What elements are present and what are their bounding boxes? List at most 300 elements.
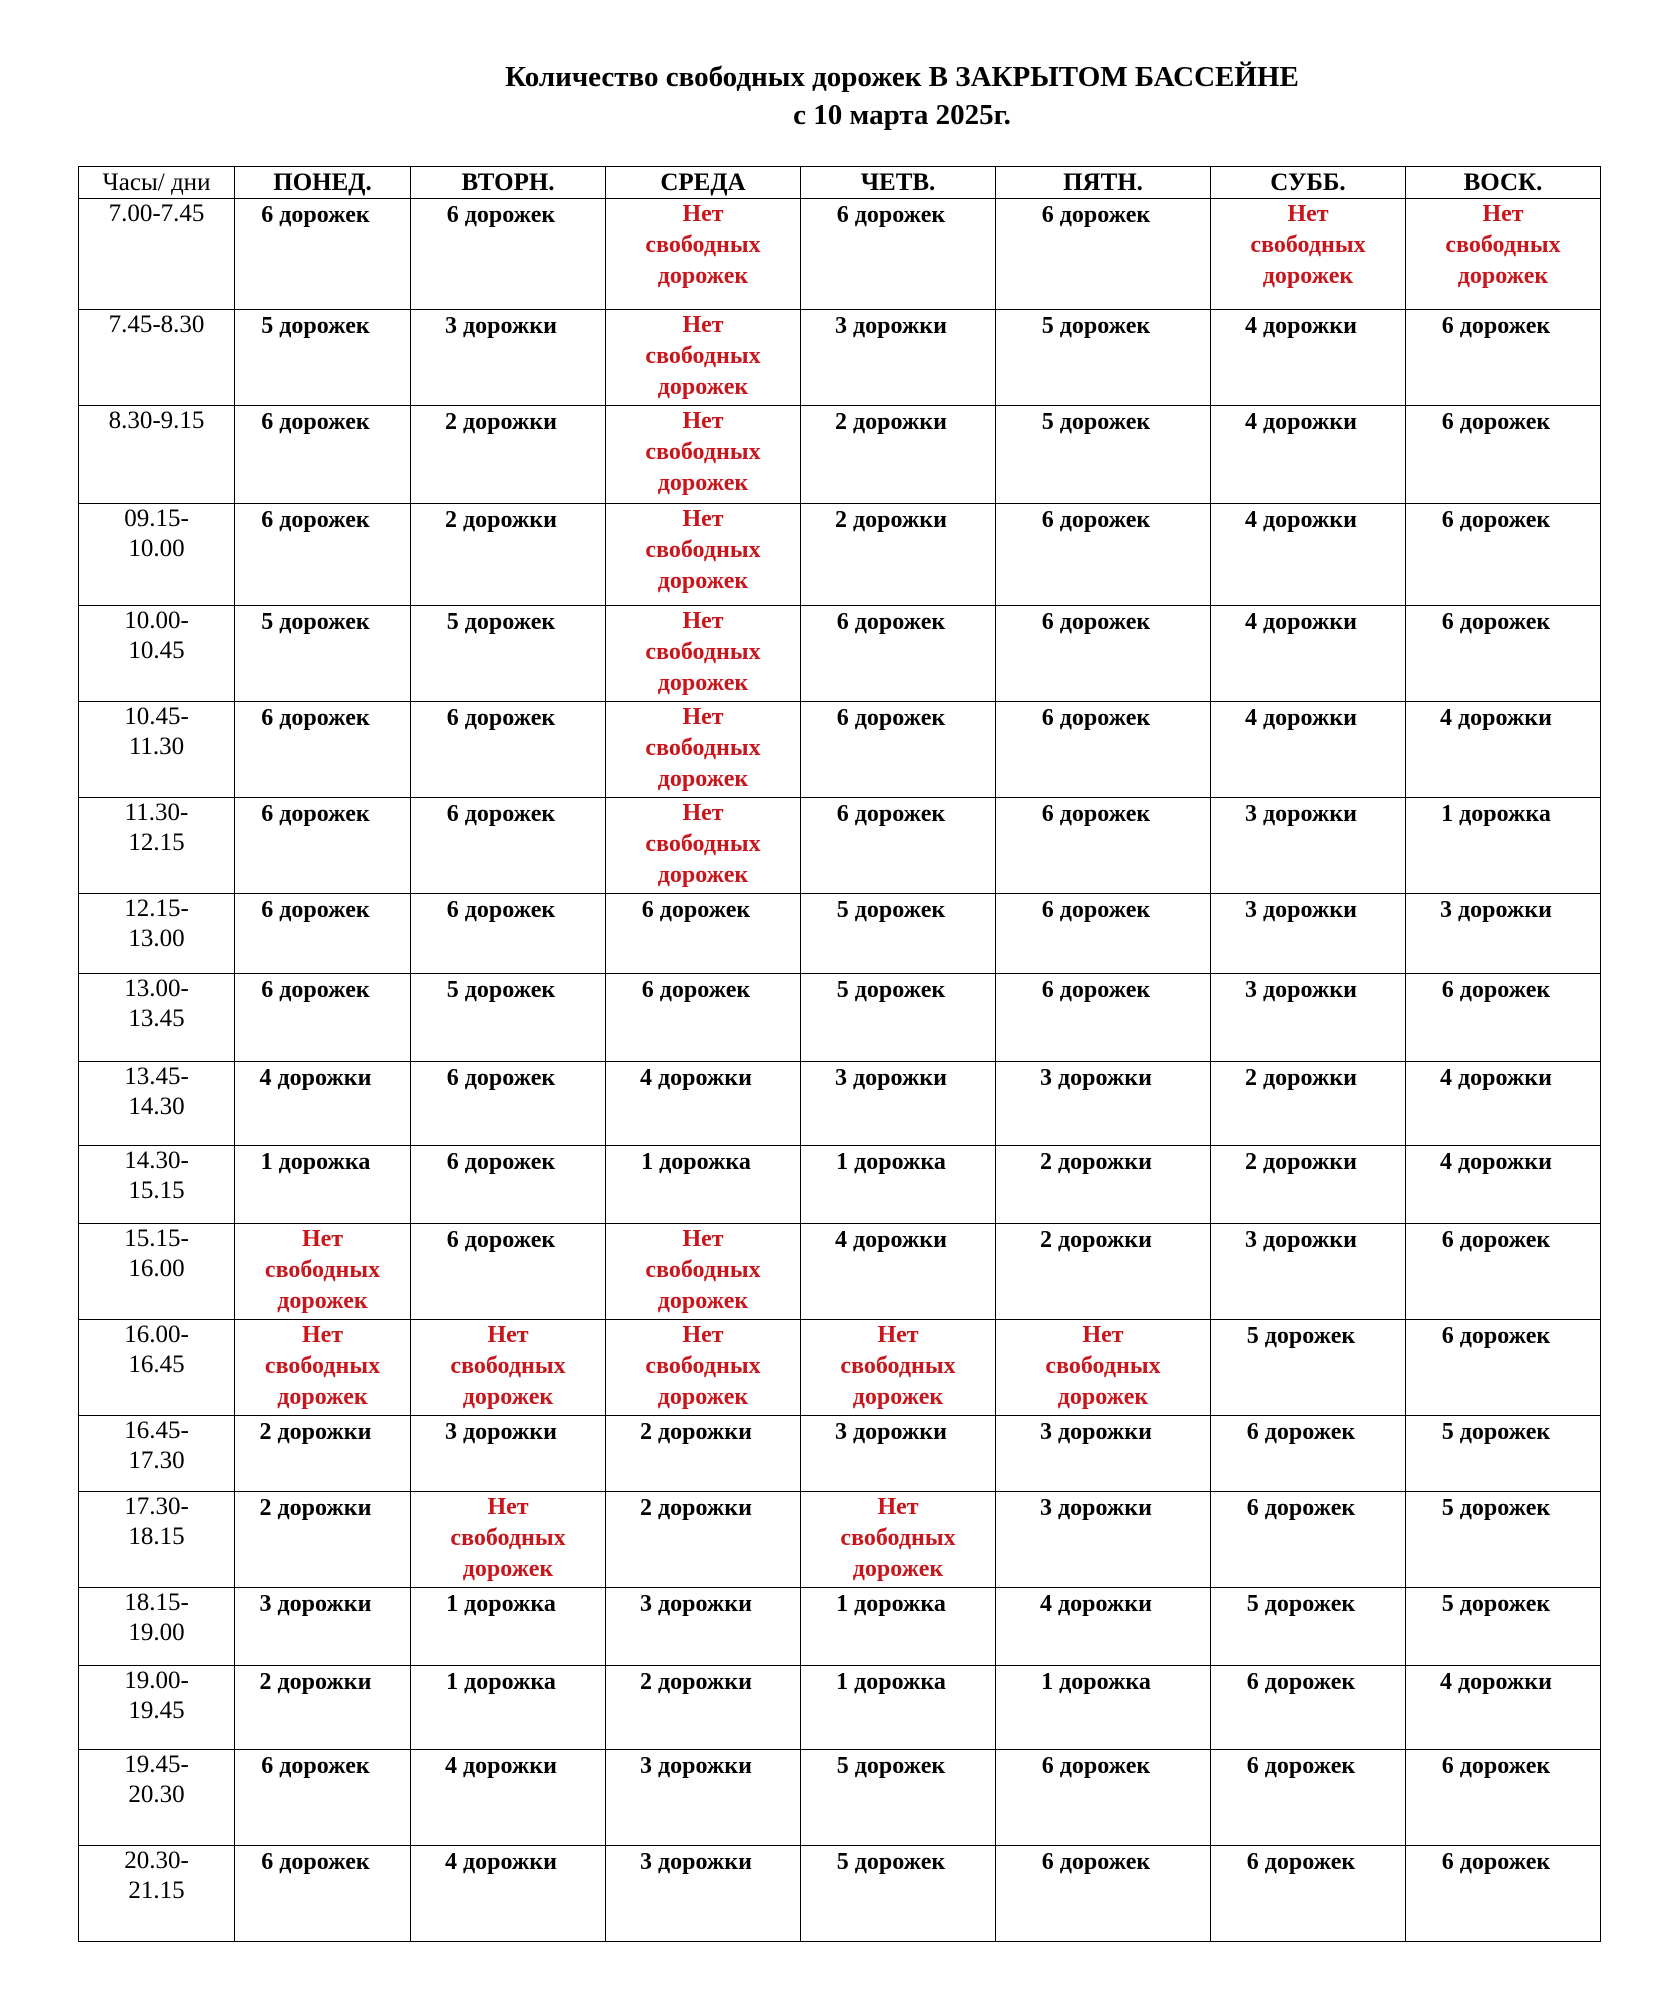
time-slot-line: 10.00- (124, 607, 189, 634)
free-lanes-count: 6 дорожек (1041, 507, 1151, 533)
table-row (79, 894, 1601, 974)
free-lanes-cell (1211, 702, 1406, 798)
free-lanes-cell (1406, 1224, 1601, 1320)
time-slot-line: 10.45- (124, 703, 189, 730)
free-lanes-cell (801, 1224, 996, 1320)
no-free-lanes-word: свободных (645, 639, 761, 665)
time-slot (79, 504, 235, 606)
free-lanes-cell (801, 974, 996, 1062)
free-lanes-count: 6 дорожек (1041, 1753, 1151, 1779)
free-lanes-count: 6 дорожек (446, 202, 556, 228)
free-lanes-count: 5 дорожек (261, 313, 370, 339)
free-lanes-cell (801, 702, 996, 798)
free-lanes-count: 6 дорожек (1246, 1753, 1356, 1779)
time-slot-line: 18.15 (128, 1523, 185, 1550)
no-free-lanes-cell (235, 1320, 411, 1416)
no-free-lanes-word: Нет (682, 704, 724, 730)
free-lanes-count: 5 дорожек (1041, 409, 1151, 435)
no-free-lanes-word: дорожек (852, 1556, 944, 1582)
time-slot (79, 894, 235, 974)
free-lanes-count: 4 дорожки (259, 1065, 372, 1091)
free-lanes-cell (996, 894, 1211, 974)
free-lanes-count: 5 дорожек (1246, 1591, 1356, 1617)
free-lanes-count: 6 дорожек (1441, 313, 1551, 339)
table-row (79, 702, 1601, 798)
free-lanes-cell (1406, 504, 1601, 606)
free-lanes-cell (1211, 1146, 1406, 1224)
free-lanes-cell (235, 1416, 411, 1492)
free-lanes-cell (996, 1750, 1211, 1846)
free-lanes-cell (1406, 974, 1601, 1062)
free-lanes-cell (606, 1492, 801, 1588)
header-time: Часы/ дни (79, 167, 235, 199)
free-lanes-count: 2 дорожки (640, 1669, 752, 1695)
header-day: СРЕДА (606, 167, 801, 199)
no-free-lanes-word: свободных (645, 1257, 761, 1283)
free-lanes-count: 6 дорожек (836, 202, 946, 228)
free-lanes-count: 2 дорожки (835, 409, 947, 435)
free-lanes-count: 6 дорожек (446, 1065, 556, 1091)
table-row (79, 1224, 1601, 1320)
table-row (79, 504, 1601, 606)
free-lanes-count: 6 дорожек (1246, 1849, 1356, 1875)
no-free-lanes-word: Нет (682, 1322, 724, 1348)
no-free-lanes-label (1250, 199, 1365, 292)
time-slot (79, 1588, 235, 1666)
free-lanes-count: 6 дорожек (1246, 1495, 1356, 1521)
time-slot (79, 199, 235, 310)
no-free-lanes-word: Нет (682, 1226, 724, 1252)
no-free-lanes-label (645, 798, 760, 891)
free-lanes-cell (1211, 1846, 1406, 1942)
time-slot-line: 19.45 (128, 1697, 185, 1724)
no-free-lanes-cell (606, 310, 801, 406)
no-free-lanes-label (645, 1320, 760, 1413)
free-lanes-cell (411, 1750, 606, 1846)
time-slot-line: 13.45- (124, 1063, 189, 1090)
free-lanes-cell (1211, 310, 1406, 406)
free-lanes-cell (411, 974, 606, 1062)
free-lanes-cell (801, 1416, 996, 1492)
time-slot-line: 17.30- (124, 1493, 189, 1520)
free-lanes-cell (411, 1146, 606, 1224)
header-day: ВОСК. (1406, 167, 1601, 199)
table-row (79, 1146, 1601, 1224)
free-lanes-cell (1211, 1062, 1406, 1146)
free-lanes-cell (1406, 798, 1601, 894)
free-lanes-cell (1406, 1666, 1601, 1750)
free-lanes-count: 5 дорожек (446, 609, 556, 635)
free-lanes-count: 6 дорожек (261, 1753, 370, 1779)
free-lanes-cell (996, 1666, 1211, 1750)
title-line-2: с 10 марта 2025г. (793, 99, 1011, 131)
no-free-lanes-label (450, 1492, 565, 1585)
free-lanes-cell (411, 798, 606, 894)
time-slot-line: 12.15 (128, 829, 185, 856)
table-body (79, 199, 1601, 1942)
free-lanes-count: 5 дорожек (836, 1753, 946, 1779)
time-slot-line: 15.15- (124, 1225, 189, 1252)
free-lanes-cell (1211, 504, 1406, 606)
time-slot-line: 13.00 (128, 925, 185, 952)
free-lanes-cell (996, 310, 1211, 406)
free-lanes-count: 2 дорожки (1040, 1227, 1152, 1253)
time-slot-line: 09.15- (124, 505, 189, 532)
free-lanes-cell (411, 702, 606, 798)
no-free-lanes-word: свободных (645, 439, 761, 465)
no-free-lanes-word: Нет (1082, 1322, 1124, 1348)
free-lanes-count: 6 дорожек (446, 1227, 556, 1253)
time-slot-line: 7.45-8.30 (108, 311, 205, 338)
free-lanes-count: 4 дорожки (1440, 705, 1552, 731)
free-lanes-count: 3 дорожки (640, 1849, 752, 1875)
free-lanes-count: 6 дорожек (261, 202, 370, 228)
free-lanes-cell (411, 1846, 606, 1942)
free-lanes-count: 5 дорожек (836, 977, 946, 1003)
no-free-lanes-word: свободных (840, 1353, 956, 1379)
free-lanes-cell (1406, 1416, 1601, 1492)
no-free-lanes-label (840, 1492, 955, 1585)
no-free-lanes-label (265, 1320, 380, 1413)
time-slot (79, 1416, 235, 1492)
free-lanes-cell (801, 894, 996, 974)
free-lanes-cell (606, 1588, 801, 1666)
free-lanes-count: 1 дорожка (641, 1149, 751, 1175)
no-free-lanes-word: Нет (682, 201, 724, 227)
table-row (79, 1666, 1601, 1750)
free-lanes-count: 6 дорожек (1441, 1849, 1551, 1875)
free-lanes-count: 2 дорожки (1040, 1149, 1152, 1175)
free-lanes-count: 3 дорожки (259, 1591, 372, 1617)
time-slot (79, 702, 235, 798)
header-row (79, 167, 1601, 199)
free-lanes-count: 6 дорожек (261, 507, 370, 533)
no-free-lanes-label (1445, 199, 1560, 292)
header-day: ПОНЕД. (235, 167, 411, 199)
free-lanes-cell (235, 894, 411, 974)
no-free-lanes-cell (606, 606, 801, 702)
free-lanes-cell (801, 1146, 996, 1224)
no-free-lanes-label (1045, 1320, 1160, 1413)
table-row (79, 1846, 1601, 1942)
free-lanes-cell (411, 1666, 606, 1750)
table-row (79, 1588, 1601, 1666)
free-lanes-count: 2 дорожки (835, 507, 947, 533)
no-free-lanes-label (840, 1320, 955, 1413)
free-lanes-count: 6 дорожек (261, 897, 370, 923)
free-lanes-count: 5 дорожек (1246, 1323, 1356, 1349)
free-lanes-cell (1211, 1416, 1406, 1492)
no-free-lanes-word: свободных (1445, 232, 1561, 258)
no-free-lanes-cell (606, 798, 801, 894)
free-lanes-cell (996, 606, 1211, 702)
free-lanes-count: 6 дорожек (261, 409, 370, 435)
free-lanes-cell (411, 606, 606, 702)
free-lanes-count: 6 дорожек (446, 705, 556, 731)
no-free-lanes-word: дорожек (657, 568, 749, 594)
free-lanes-count: 5 дорожек (1441, 1495, 1551, 1521)
free-lanes-count: 5 дорожек (446, 977, 556, 1003)
free-lanes-count: 3 дорожки (1245, 897, 1357, 923)
free-lanes-count: 6 дорожек (1041, 897, 1151, 923)
no-free-lanes-word: дорожек (657, 263, 749, 289)
free-lanes-count: 6 дорожек (1041, 977, 1151, 1003)
free-lanes-cell (801, 1062, 996, 1146)
free-lanes-count: 6 дорожек (641, 977, 751, 1003)
free-lanes-cell (411, 406, 606, 504)
free-lanes-count: 4 дорожки (1440, 1669, 1552, 1695)
free-lanes-cell (411, 1588, 606, 1666)
no-free-lanes-word: свободных (645, 1353, 761, 1379)
free-lanes-cell (996, 974, 1211, 1062)
header-day: ВТОРН. (411, 167, 606, 199)
free-lanes-count: 3 дорожки (1040, 1065, 1152, 1091)
free-lanes-count: 4 дорожки (1245, 313, 1357, 339)
no-free-lanes-word: свободных (1045, 1353, 1161, 1379)
free-lanes-count: 3 дорожки (640, 1753, 752, 1779)
time-slot-line: 16.00- (124, 1321, 189, 1348)
no-free-lanes-word: Нет (487, 1494, 529, 1520)
table-row (79, 1320, 1601, 1416)
free-lanes-count: 6 дорожек (1441, 1753, 1551, 1779)
free-lanes-cell (606, 1062, 801, 1146)
free-lanes-count: 2 дорожки (259, 1419, 372, 1445)
time-slot-line: 11.30- (124, 799, 189, 826)
free-lanes-count: 1 дорожка (446, 1591, 556, 1617)
free-lanes-count: 5 дорожек (836, 897, 946, 923)
free-lanes-count: 6 дорожек (446, 897, 556, 923)
free-lanes-cell (996, 1146, 1211, 1224)
free-lanes-cell (235, 1146, 411, 1224)
free-lanes-count: 3 дорожки (1040, 1419, 1152, 1445)
free-lanes-cell (235, 1588, 411, 1666)
free-lanes-count: 3 дорожки (1040, 1495, 1152, 1521)
no-free-lanes-word: дорожек (462, 1556, 554, 1582)
free-lanes-cell (1406, 702, 1601, 798)
time-slot-line: 19.00 (128, 1619, 185, 1646)
free-lanes-count: 1 дорожка (1441, 801, 1551, 827)
free-lanes-count: 2 дорожки (445, 409, 557, 435)
time-slot-line: 13.45 (128, 1005, 185, 1032)
table-row (79, 406, 1601, 504)
no-free-lanes-word: дорожек (657, 374, 749, 400)
no-free-lanes-word: дорожек (657, 862, 749, 888)
free-lanes-cell (235, 1062, 411, 1146)
free-lanes-cell (801, 504, 996, 606)
no-free-lanes-word: свободных (264, 1353, 381, 1379)
free-lanes-count: 6 дорожек (1041, 202, 1151, 228)
free-lanes-cell (235, 1492, 411, 1588)
no-free-lanes-cell (1406, 199, 1601, 310)
time-slot (79, 1492, 235, 1588)
time-slot-line: 19.00- (124, 1667, 189, 1694)
no-free-lanes-word: дорожек (657, 1288, 749, 1314)
free-lanes-count: 6 дорожек (1041, 609, 1151, 635)
no-free-lanes-cell (801, 1320, 996, 1416)
time-slot-line: 16.45 (128, 1351, 185, 1378)
free-lanes-count: 6 дорожек (1441, 507, 1551, 533)
free-lanes-count: 3 дорожки (835, 313, 947, 339)
free-lanes-count: 2 дорожки (640, 1419, 752, 1445)
time-slot (79, 1846, 235, 1942)
free-lanes-cell (411, 894, 606, 974)
header-day: СУББ. (1211, 167, 1406, 199)
free-lanes-cell (996, 702, 1211, 798)
free-lanes-count: 3 дорожки (1440, 897, 1552, 923)
no-free-lanes-cell (606, 1224, 801, 1320)
time-slot-line: 10.00 (128, 535, 185, 562)
table-row (79, 1750, 1601, 1846)
free-lanes-cell (411, 1062, 606, 1146)
free-lanes-count: 1 дорожка (836, 1669, 946, 1695)
document-title (0, 58, 1654, 134)
no-free-lanes-word: свободных (645, 343, 761, 369)
no-free-lanes-cell (606, 406, 801, 504)
no-free-lanes-label (645, 1224, 760, 1317)
no-free-lanes-cell (606, 199, 801, 310)
free-lanes-count: 5 дорожек (1441, 1591, 1551, 1617)
free-lanes-cell (1406, 894, 1601, 974)
time-slot-line: 20.30- (124, 1847, 189, 1874)
free-lanes-count: 6 дорожек (1441, 1323, 1551, 1349)
free-lanes-count: 2 дорожки (259, 1669, 372, 1695)
free-lanes-cell (1406, 1146, 1601, 1224)
free-lanes-cell (996, 1846, 1211, 1942)
no-free-lanes-word: Нет (301, 1322, 344, 1348)
free-lanes-count: 2 дорожки (259, 1495, 372, 1521)
free-lanes-cell (1211, 1750, 1406, 1846)
table-row (79, 310, 1601, 406)
table-row (79, 1492, 1601, 1588)
no-free-lanes-label (450, 1320, 565, 1413)
free-lanes-cell (1211, 1320, 1406, 1416)
table-row (79, 199, 1601, 310)
free-lanes-cell (411, 310, 606, 406)
no-free-lanes-word: Нет (301, 1226, 344, 1252)
free-lanes-cell (996, 1224, 1211, 1320)
free-lanes-cell (996, 1062, 1211, 1146)
time-slot-line: 7.00-7.45 (108, 200, 205, 227)
free-lanes-cell (606, 1846, 801, 1942)
title-line-1: Количество свободных дорожек В ЗАКРЫТОМ БАССЕЙНЕ (505, 61, 1299, 93)
free-lanes-cell (235, 504, 411, 606)
free-lanes-cell (801, 1588, 996, 1666)
free-lanes-count: 3 дорожки (445, 313, 557, 339)
no-free-lanes-word: свободных (840, 1525, 956, 1551)
no-free-lanes-word: Нет (487, 1322, 529, 1348)
time-slot (79, 406, 235, 504)
time-slot-line: 17.30 (128, 1447, 185, 1474)
free-lanes-count: 6 дорожек (261, 977, 370, 1003)
table-row (79, 1062, 1601, 1146)
free-lanes-cell (1406, 1492, 1601, 1588)
free-lanes-cell (801, 1846, 996, 1942)
free-lanes-count: 6 дорожек (261, 1849, 370, 1875)
no-free-lanes-label (265, 1224, 380, 1317)
free-lanes-cell (801, 199, 996, 310)
no-free-lanes-word: дорожек (1262, 263, 1354, 289)
no-free-lanes-label (645, 504, 760, 597)
time-slot-line: 14.30- (124, 1147, 189, 1174)
time-slot (79, 1666, 235, 1750)
no-free-lanes-word: свободных (645, 735, 761, 761)
free-lanes-count: 2 дорожки (1245, 1065, 1357, 1091)
time-slot-line: 21.15 (128, 1877, 185, 1904)
time-slot (79, 974, 235, 1062)
free-lanes-count: 3 дорожки (835, 1419, 947, 1445)
no-free-lanes-word: дорожек (1057, 1384, 1149, 1410)
no-free-lanes-word: дорожек (657, 470, 749, 496)
free-lanes-cell (1211, 798, 1406, 894)
free-lanes-cell (996, 1416, 1211, 1492)
free-lanes-cell (1211, 894, 1406, 974)
free-lanes-cell (1211, 1224, 1406, 1320)
free-lanes-cell (411, 1416, 606, 1492)
no-free-lanes-word: свободных (645, 232, 761, 258)
free-lanes-cell (1406, 1846, 1601, 1942)
free-lanes-cell (235, 199, 411, 310)
free-lanes-count: 4 дорожки (1245, 705, 1357, 731)
free-lanes-cell (235, 1666, 411, 1750)
free-lanes-cell (1406, 1588, 1601, 1666)
free-lanes-count: 5 дорожек (261, 609, 370, 635)
free-lanes-cell (1406, 1750, 1601, 1846)
free-lanes-count: 6 дорожек (1441, 977, 1551, 1003)
free-lanes-cell (801, 1666, 996, 1750)
free-lanes-count: 6 дорожек (1441, 609, 1551, 635)
free-lanes-cell (801, 406, 996, 504)
no-free-lanes-word: дорожек (277, 1288, 368, 1314)
time-slot (79, 1750, 235, 1846)
free-lanes-count: 1 дорожка (836, 1149, 946, 1175)
free-lanes-count: 6 дорожек (836, 609, 946, 635)
time-slot (79, 798, 235, 894)
no-free-lanes-cell (606, 504, 801, 606)
no-free-lanes-word: дорожек (1457, 263, 1549, 289)
time-slot (79, 1224, 235, 1320)
no-free-lanes-label (645, 406, 760, 499)
free-lanes-cell (996, 406, 1211, 504)
no-free-lanes-label (645, 199, 760, 292)
no-free-lanes-word: свободных (264, 1257, 381, 1283)
free-lanes-count: 3 дорожки (1245, 977, 1357, 1003)
free-lanes-count: 5 дорожек (836, 1849, 946, 1875)
free-lanes-cell (801, 798, 996, 894)
free-lanes-count: 3 дорожки (1245, 1227, 1357, 1253)
free-lanes-cell (411, 504, 606, 606)
header-day: ЧЕТВ. (801, 167, 996, 199)
no-free-lanes-cell (606, 1320, 801, 1416)
free-lanes-cell (996, 199, 1211, 310)
free-lanes-cell (235, 974, 411, 1062)
free-lanes-count: 2 дорожки (445, 507, 557, 533)
free-lanes-count: 3 дорожки (640, 1591, 752, 1617)
no-free-lanes-word: Нет (682, 608, 724, 634)
free-lanes-cell (606, 1146, 801, 1224)
table-row (79, 606, 1601, 702)
free-lanes-count: 1 дорожка (836, 1591, 946, 1617)
free-lanes-cell (606, 894, 801, 974)
free-lanes-count: 6 дорожек (836, 705, 946, 731)
free-lanes-count: 4 дорожки (1040, 1591, 1152, 1617)
free-lanes-count: 6 дорожек (1041, 1849, 1151, 1875)
free-lanes-cell (606, 1750, 801, 1846)
no-free-lanes-word: свободных (645, 537, 761, 563)
free-lanes-count: 6 дорожек (641, 897, 751, 923)
free-lanes-cell (1406, 1320, 1601, 1416)
free-lanes-count: 1 дорожка (446, 1669, 556, 1695)
free-lanes-count: 4 дорожки (1245, 409, 1357, 435)
